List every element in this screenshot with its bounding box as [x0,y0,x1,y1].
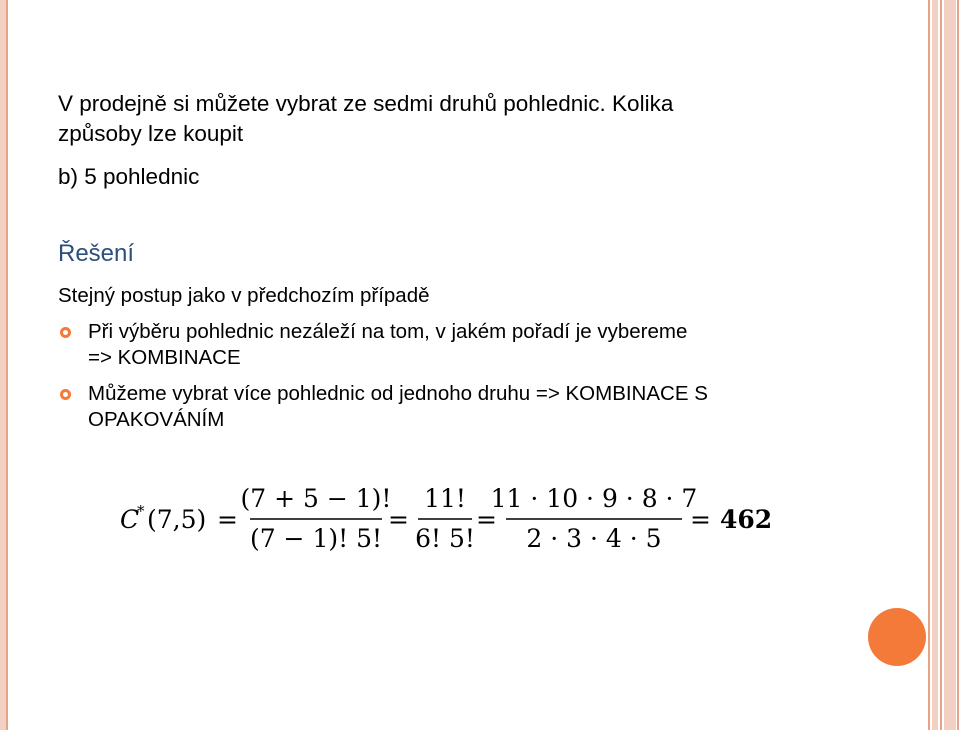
bullet-2-line-2: OPAKOVÁNÍM [88,408,225,431]
formula-eq-2: = [388,505,409,534]
bullet-2-line-1: Můžeme vybrat více pohlednic od jednoho druhu => KOMBINACE S [88,382,708,405]
fraction-3-denominator: 2 · 3 · 4 · 5 [526,524,662,553]
fraction-1-denominator: (7 − 1)! 5! [249,524,383,553]
question-line-1: V prodejně si můžete vybrat ze sedmi druhů pohlednic. Kolika [58,91,674,116]
fraction-2-numerator: 11! [424,484,466,513]
formula-args: (7,5) [147,505,207,534]
fraction-2-denominator: 6! 5! [415,524,475,553]
bullet-circle-icon [60,389,71,400]
formula-symbol: C [120,505,140,534]
formula-superscript: * [137,502,145,520]
bullet-circle-icon [60,327,71,338]
bullet-item [58,319,848,371]
left-border [0,0,8,730]
decorative-circle [868,608,926,666]
question-text [58,89,838,149]
bullet-list [58,319,848,443]
subquestion: b) 5 pohlednic [58,164,200,189]
formula [120,480,820,560]
intro-text: Stejný postup jako v předchozím případě [58,284,430,307]
formula-eq-3: = [476,505,497,534]
fraction-1-numerator: (7 + 5 − 1)! [240,484,392,513]
formula-eq-4: = [690,505,711,534]
question-line-2: způsoby lze koupit [58,121,244,146]
formula-result: 462 [720,505,773,534]
bullet-1-line-1: Při výběru pohlednic nezáleží na tom, v jakém pořadí je vybereme [88,320,688,343]
formula-eq-1: = [217,505,238,534]
formula-svg [120,480,820,560]
solution-heading: Řešení [58,240,135,267]
bullet-1-line-2: => KOMBINACE [88,346,241,369]
right-border [928,0,960,730]
bullet-item [58,381,848,433]
fraction-3-numerator: 11 · 10 · 9 · 8 · 7 [490,484,698,513]
